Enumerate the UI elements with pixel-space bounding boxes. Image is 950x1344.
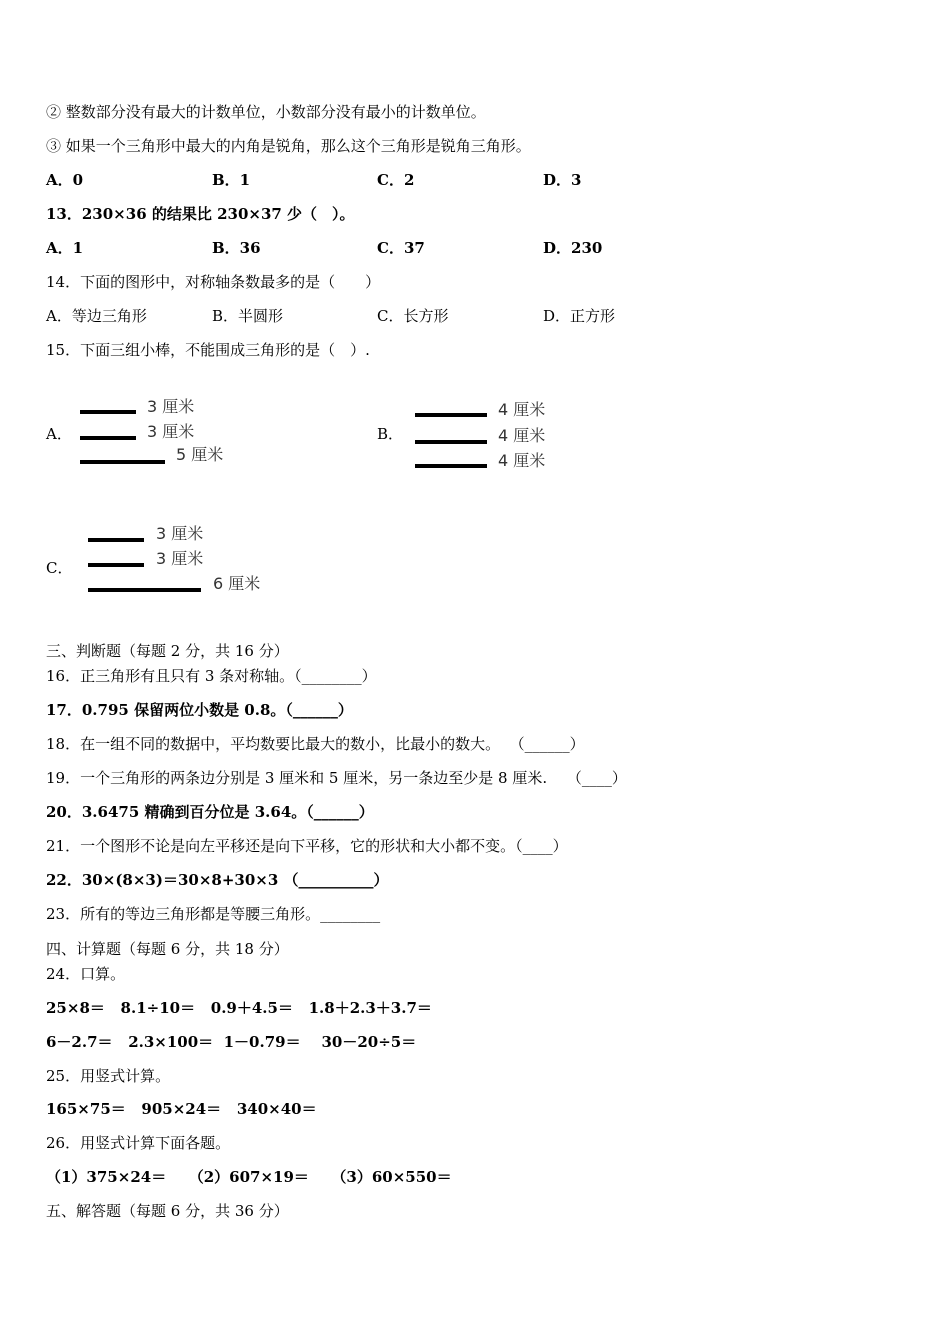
stick-length-label: 5 厘米 [176,445,224,464]
question-18: 18．在一组不同的数据中，平均数要比最大的数小，比最小的数大。 （______） [46,735,585,753]
section-3-heading: 三、判断题（每题 2 分，共 16 分） [46,642,289,660]
stick [415,440,487,444]
q14-option-c[interactable]: C．长方形 [377,307,449,325]
question-13: 13．230×36 的结果比 230×37 少（ ）。 [46,205,355,223]
stick [415,464,487,468]
section-4-heading: 四、计算题（每题 6 分，共 18 分） [46,940,289,958]
q13-option-d[interactable]: D．230 [543,239,603,257]
q12-option-b[interactable]: B．1 [212,171,251,189]
q25-row: 165×75＝ 905×24＝ 340×40＝ [46,1100,317,1118]
question-15: 15．下面三组小棒，不能围成三角形的是（ ）. [46,341,370,359]
stick [88,563,144,567]
stick [88,538,144,542]
q12-option-a[interactable]: A．0 [46,171,84,189]
q15-option-c-label[interactable]: C． [46,559,73,577]
stick-length-label: 4 厘米 [498,426,546,445]
q14-option-b[interactable]: B．半圆形 [212,307,284,325]
stick-length-label: 3 厘米 [147,397,195,416]
stick [80,410,136,414]
question-23: 23．所有的等边三角形都是等腰三角形。________ [46,905,381,923]
q15-option-b-label[interactable]: B． [377,425,404,443]
stick [80,436,136,440]
q26-row: （1）375×24＝ （2）607×19＝ （3）60×550＝ [46,1168,452,1186]
question-21: 21．一个图形不论是向左平移还是向下平移，它的形状和大小都不变。（____） [46,837,568,855]
stick-length-label: 3 厘米 [156,524,204,543]
stick-length-label: 4 厘米 [498,451,546,470]
question-25: 25．用竖式计算。 [46,1067,171,1085]
q14-option-d[interactable]: D．正方形 [543,307,616,325]
q13-option-c[interactable]: C．37 [377,239,425,257]
question-26: 26．用竖式计算下面各题。 [46,1134,231,1152]
stick-length-label: 3 厘米 [156,549,204,568]
q14-option-a[interactable]: A．等边三角形 [46,307,147,325]
stick-length-label: 6 厘米 [213,574,261,593]
q13-option-a[interactable]: A．1 [46,239,84,257]
question-17: 17．0.795 保留两位小数是 0.8。（______） [46,701,353,719]
question-16: 16．正三角形有且只有 3 条对称轴。（________） [46,667,377,685]
question-19: 19．一个三角形的两条边分别是 3 厘米和 5 厘米，另一条边至少是 8 厘米. （____） [46,769,627,787]
stick [415,413,487,417]
q15-option-a-label[interactable]: A． [46,425,72,443]
question-14: 14．下面的图形中，对称轴条数最多的是（ ） [46,273,381,291]
stick-length-label: 4 厘米 [498,400,546,419]
section-5-heading: 五、解答题（每题 6 分，共 36 分） [46,1202,289,1220]
q12-option-c[interactable]: C．2 [377,171,415,189]
stick-length-label: 3 厘米 [147,422,195,441]
statement-2: ② 整数部分没有最大的计数单位，小数部分没有最小的计数单位。 [46,103,486,121]
question-24: 24．口算。 [46,965,126,983]
stick [80,460,165,464]
q24-row-1: 25×8＝ 8.1÷10＝ 0.9＋4.5＝ 1.8＋2.3＋3.7＝ [46,999,432,1017]
statement-3: ③ 如果一个三角形中最大的内角是锐角，那么这个三角形是锐角三角形。 [46,137,531,155]
q24-row-2: 6－2.7＝ 2.3×100＝ 1－0.79＝ 30－20÷5＝ [46,1033,417,1051]
q13-option-b[interactable]: B．36 [212,239,261,257]
q12-option-d[interactable]: D．3 [543,171,582,189]
question-20: 20．3.6475 精确到百分位是 3.64。（______） [46,803,374,821]
stick [88,588,201,592]
question-22: 22．30×(8×3)＝30×8+30×3 （__________） [46,871,389,889]
